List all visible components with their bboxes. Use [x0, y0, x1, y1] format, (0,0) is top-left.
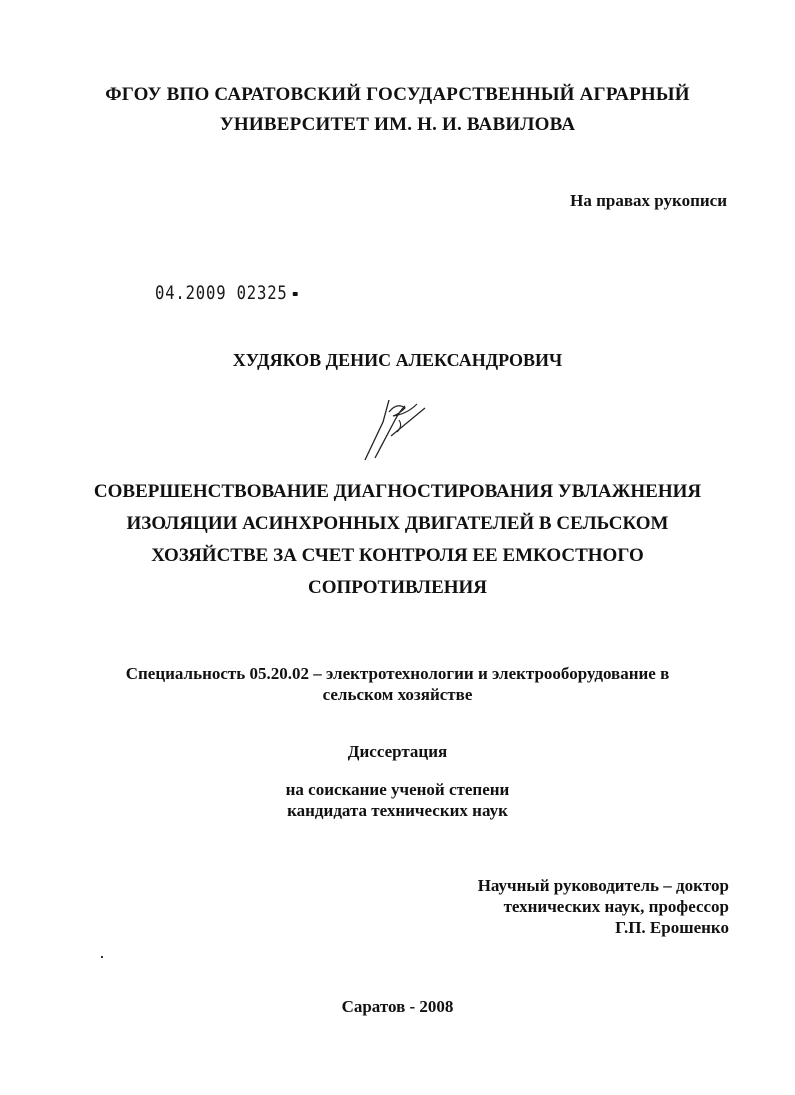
signature-image	[355, 392, 435, 462]
stamp-dot	[293, 292, 298, 296]
advisor-line-3: Г.П. Ерошенко	[615, 918, 729, 937]
stamp-number	[155, 282, 297, 304]
stamp-number-text: 04.2009 02325	[155, 282, 288, 304]
specialty-line-1: Специальность 05.20.02 – электротехнологии и электрооборудование в	[125, 664, 670, 683]
university-line-2: УНИВЕРСИТЕТ ИМ. Н. И. ВАВИЛОВА	[219, 114, 576, 135]
specialty-line-2: сельском хозяйстве	[322, 685, 473, 704]
university-header	[0, 80, 795, 140]
author-name: ХУДЯКОВ ДЕНИС АЛЕКСАНДРОВИЧ	[232, 350, 563, 370]
specialty	[0, 663, 795, 705]
degree	[0, 779, 795, 821]
title-line-2: ИЗОЛЯЦИИ АСИНХРОННЫХ ДВИГАТЕЛЕЙ В СЕЛЬСКОМ	[126, 513, 669, 534]
title-line-1: СОВЕРШЕНСТВОВАНИЕ ДИАГНОСТИРОВАНИЯ УВЛАЖНЕНИЯ	[93, 481, 702, 502]
advisor-line-2: технических наук, профессор	[503, 897, 729, 916]
dissertation-title	[0, 476, 795, 604]
rights-note: На правах рукописи	[570, 191, 727, 210]
title-line-4: СОПРОТИВЛЕНИЯ	[307, 577, 488, 598]
scan-speck	[101, 956, 103, 958]
university-line-1: ФГОУ ВПО САРАТОВСКИЙ ГОСУДАРСТВЕННЫЙ АГРАРНЫЙ	[105, 84, 690, 105]
advisor-line-1: Научный руководитель – доктор	[477, 876, 729, 895]
city-year: Саратов - 2008	[341, 997, 454, 1016]
advisor	[478, 875, 729, 938]
title-line-3: ХОЗЯЙСТВЕ ЗА СЧЕТ КОНТРОЛЯ ЕЕ ЕМКОСТНОГО	[151, 545, 644, 566]
degree-line-2: кандидата технических наук	[287, 801, 508, 820]
degree-line-1: на соискание ученой степени	[285, 780, 510, 799]
work-type: Диссертация	[347, 742, 448, 761]
